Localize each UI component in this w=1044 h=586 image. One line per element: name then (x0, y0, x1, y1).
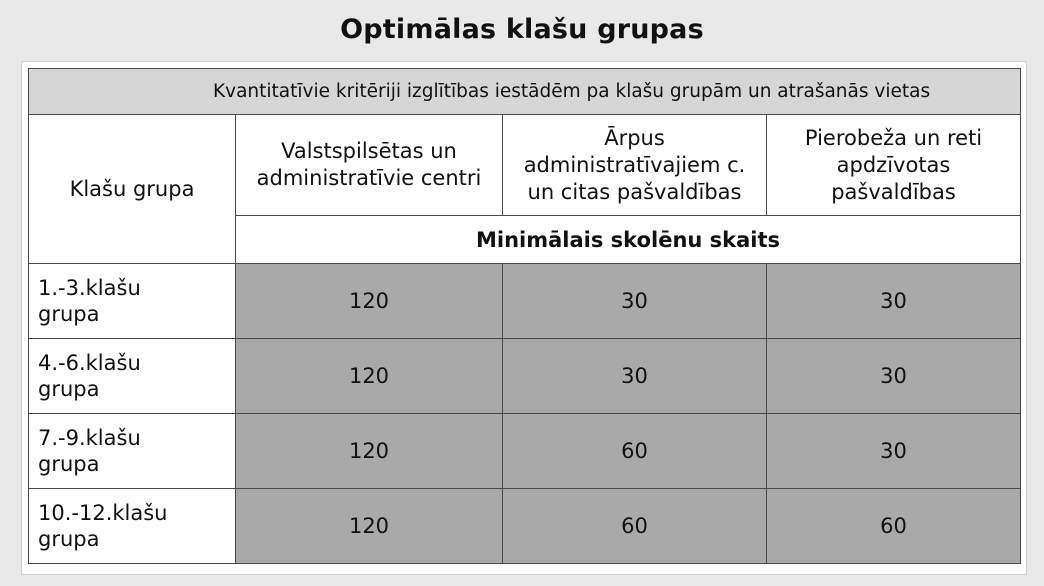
value-cell: 120 (236, 414, 503, 489)
group-label-line-1: 7.-9.klašu (38, 426, 141, 450)
value-cell: 30 (767, 264, 1021, 339)
table-row (29, 414, 1021, 489)
page-title: Optimālas klašu grupas (340, 14, 704, 45)
value-cell: 30 (767, 414, 1021, 489)
column-header-1-line-1: Valstspilsētas un (281, 139, 457, 163)
column-header-3-line-2: apdzīvotas (836, 152, 951, 177)
subheader-min-students: Minimālais skolēnu skaits (236, 216, 1021, 264)
column-header-3-line-3: pašvaldības (831, 179, 956, 204)
group-label (29, 489, 236, 564)
value-cell: 30 (767, 339, 1021, 414)
column-header-2-line-1: Ārpus (604, 125, 665, 150)
value-cell: 30 (503, 339, 767, 414)
value-cell: 120 (236, 489, 503, 564)
group-label-line-2: grupa (38, 452, 100, 476)
column-header-2 (503, 115, 767, 216)
table-row (29, 264, 1021, 339)
group-label (29, 339, 236, 414)
group-label-line-1: 1.-3.klašu (38, 276, 141, 300)
column-header-3-line-1: Pierobeža un reti (804, 125, 983, 150)
group-label-line-1: 10.-12.klašu (38, 501, 168, 525)
group-label-line-2: grupa (38, 302, 100, 326)
value-cell: 30 (503, 264, 767, 339)
table-row (29, 489, 1021, 564)
table-caption: Kvantitatīvie kritēriji izglītības iestādēm pa klašu grupām un atrašanās vietas (29, 69, 1021, 115)
criteria-table (28, 68, 1021, 564)
column-header-3 (767, 115, 1021, 216)
column-header-2-line-2: administratīvajiem c. (523, 152, 746, 177)
column-header-1-line-2: administratīvie centri (256, 166, 482, 190)
value-cell: 60 (503, 414, 767, 489)
group-label-line-2: grupa (38, 377, 100, 401)
value-cell: 120 (236, 339, 503, 414)
table-panel (21, 61, 1027, 575)
row-header-label: Klašu grupa (29, 115, 236, 264)
table-row (29, 339, 1021, 414)
value-cell: 120 (236, 264, 503, 339)
value-cell: 60 (503, 489, 767, 564)
value-cell: 60 (767, 489, 1021, 564)
group-label-line-1: 4.-6.klašu (38, 351, 141, 375)
group-label (29, 264, 236, 339)
column-header-2-line-3: un citas pašvaldības (527, 179, 742, 204)
column-header-1 (236, 115, 503, 216)
group-label-line-2: grupa (38, 527, 100, 551)
group-label (29, 414, 236, 489)
